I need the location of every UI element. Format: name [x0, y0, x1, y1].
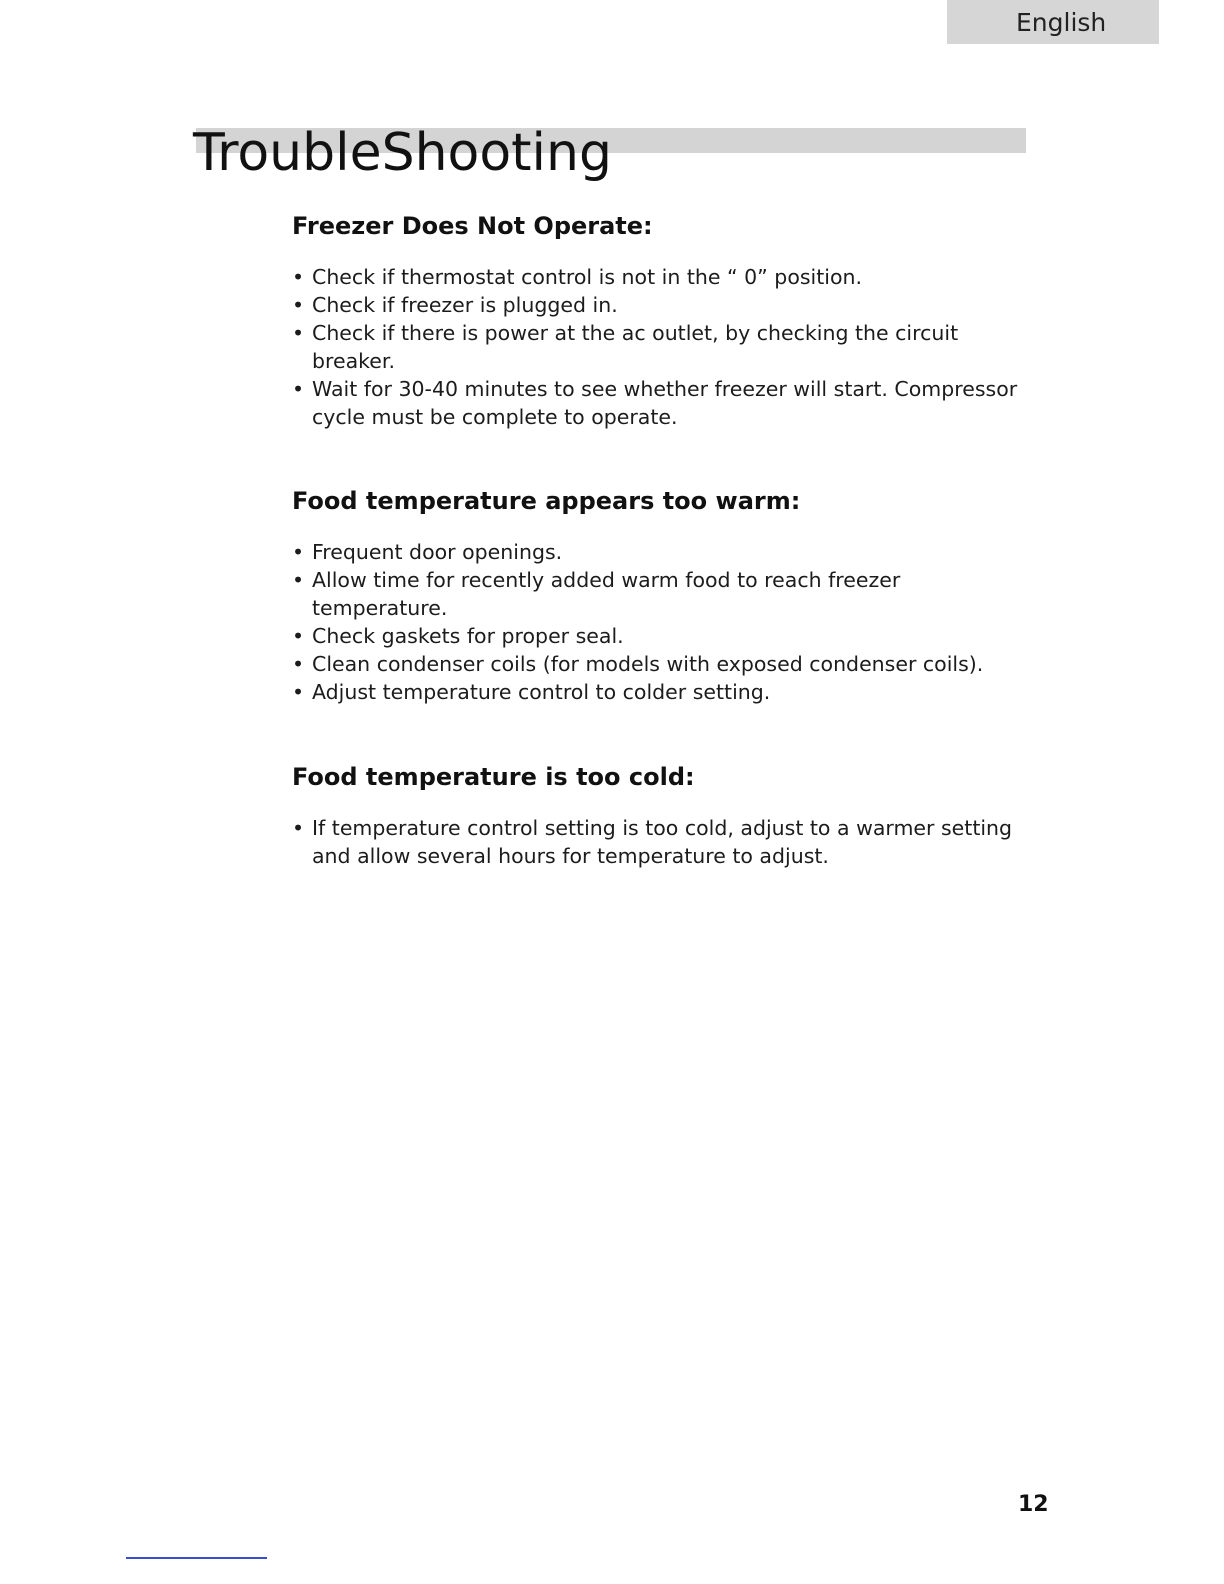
bullet-icon: • — [292, 568, 305, 592]
section-heading: Food temperature appears too warm: — [292, 487, 801, 515]
section-food-too-cold — [292, 762, 1032, 870]
list-item — [292, 319, 1032, 375]
bullet-icon: • — [292, 624, 305, 648]
list-item-text: Adjust temperature control to colder setting. — [312, 680, 771, 704]
list-item — [292, 263, 1032, 291]
list-item-text: Clean condenser coils (for models with exposed condenser coils). — [312, 652, 984, 676]
list-item — [292, 814, 1032, 870]
list-item — [292, 678, 1032, 706]
bullet-icon: • — [292, 680, 305, 704]
bullet-icon: • — [292, 293, 305, 317]
page-number: 12 — [1018, 1492, 1049, 1517]
list-item — [292, 622, 1032, 650]
list-item-text: Wait for 30-40 minutes to see whether freezer will start. Compressor cycle must be complete to operate. — [312, 377, 1018, 429]
list-item-text: Check if there is power at the ac outlet, by checking the circuit breaker. — [312, 321, 959, 373]
bullet-list — [292, 263, 1032, 431]
list-item-text: Check if thermostat control is not in the “ 0” position. — [312, 265, 863, 289]
bullet-icon: • — [292, 265, 305, 289]
list-item-text: Check gaskets for proper seal. — [312, 624, 624, 648]
bullet-icon: • — [292, 377, 305, 401]
list-item — [292, 291, 1032, 319]
footer-divider — [126, 1557, 267, 1559]
page-title: TroubleShooting — [193, 123, 612, 183]
list-item-text: Allow time for recently added warm food to reach freezer temperature. — [312, 568, 901, 620]
section-heading: Food temperature is too cold: — [292, 763, 695, 791]
bullet-icon: • — [292, 816, 305, 840]
list-item — [292, 650, 1032, 678]
bullet-list — [292, 538, 1032, 706]
language-tab — [947, 0, 1159, 44]
list-item — [292, 538, 1032, 566]
section-freezer-does-not-operate — [292, 211, 1032, 431]
bullet-list — [292, 814, 1032, 870]
list-item — [292, 566, 1032, 622]
bullet-icon: • — [292, 652, 305, 676]
bullet-icon: • — [292, 321, 305, 345]
language-label: English — [1016, 8, 1107, 37]
list-item-text: If temperature control setting is too cold, adjust to a warmer setting and allow several hours for temperature to adjust. — [312, 816, 1013, 868]
list-item-text: Check if freezer is plugged in. — [312, 293, 618, 317]
bullet-icon: • — [292, 540, 305, 564]
list-item-text: Frequent door openings. — [312, 540, 563, 564]
section-heading: Freezer Does Not Operate: — [292, 212, 653, 240]
list-item — [292, 375, 1032, 431]
section-food-too-warm — [292, 486, 1032, 706]
